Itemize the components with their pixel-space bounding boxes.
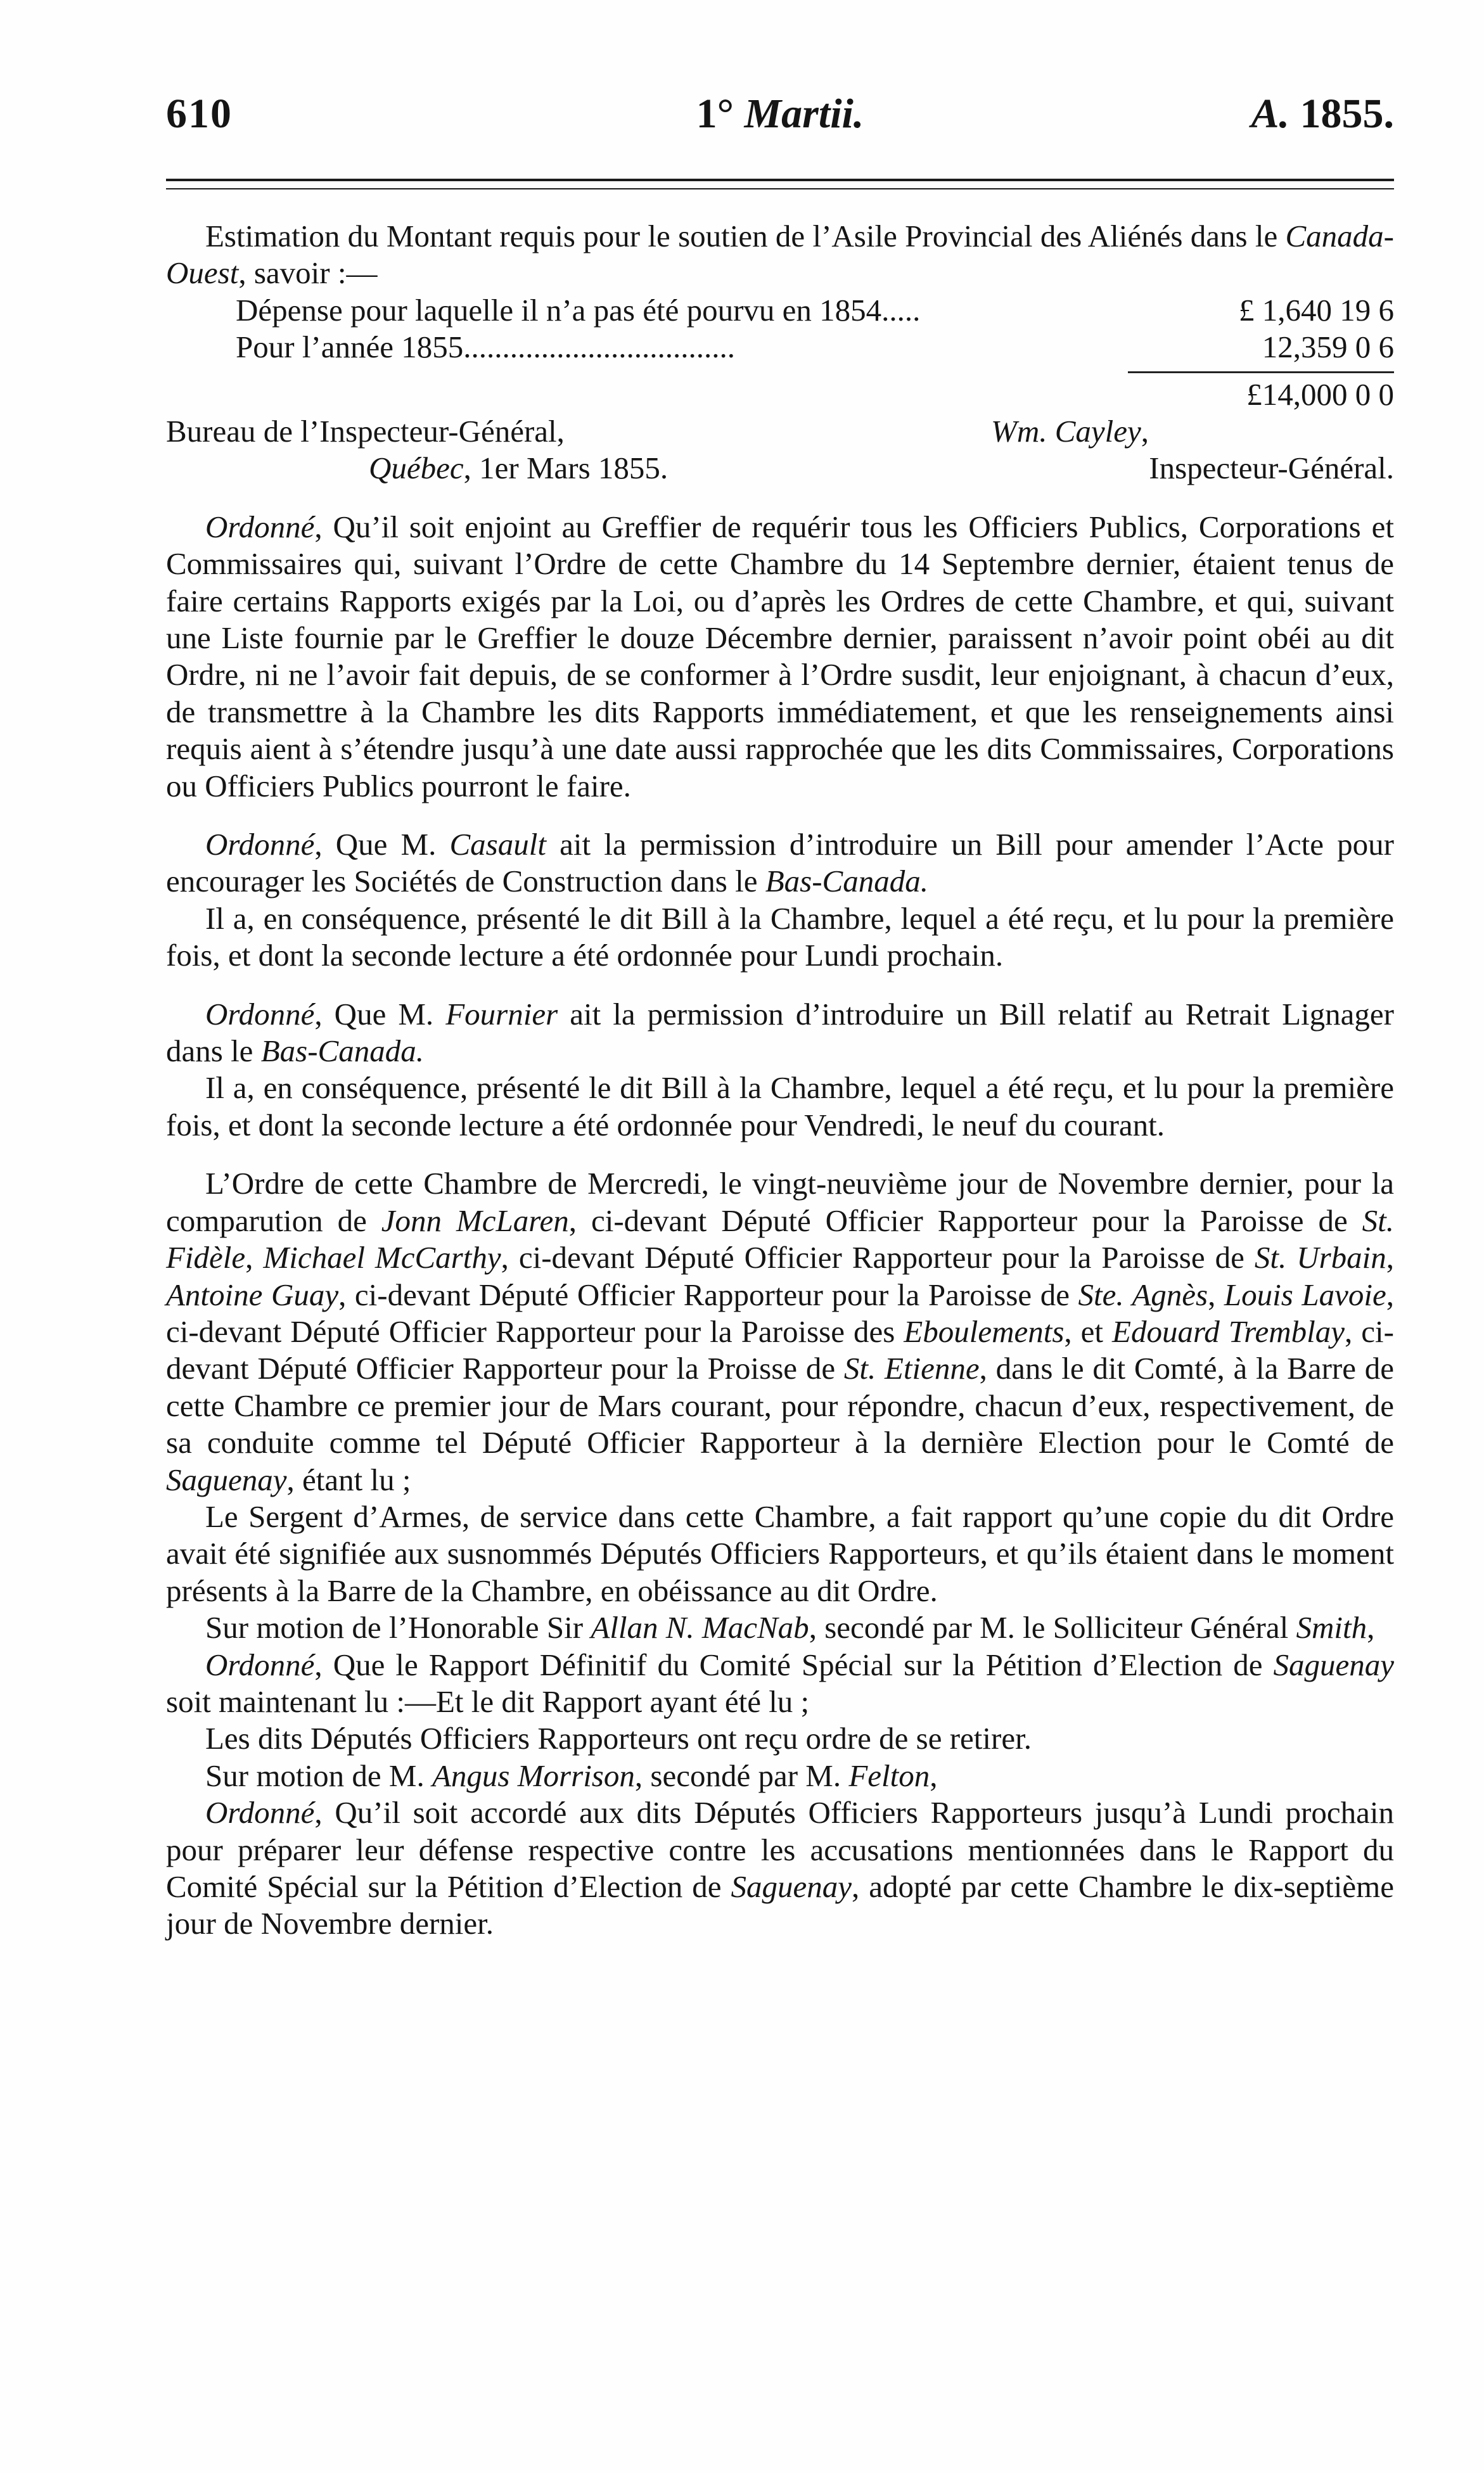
header-date-prefix: 1° (696, 91, 734, 137)
header-year-value: 1855. (1300, 91, 1394, 137)
signature-title: Inspecteur-Général. (1149, 451, 1394, 486)
estimate-row (166, 329, 1394, 366)
header-date-word: Martii. (744, 91, 864, 137)
paragraph-sergent-report: Le Sergent d’Armes, de service dans cette Chambre, a fait rapport qu’une copie du dit Ordre avait été signifiée aux susnommés Députés Officiers Rapporteurs, et qu’ils étaient dans le moment présents à la Barre de la Chambre, en obéissance au dit Ordre. (166, 1498, 1394, 1608)
header-year (1251, 90, 1394, 138)
estimate-intro: Estimation du Montant requis pour le soutien de l’Asile Provincial des Aliénés dans le Canada-Ouest, savoir :— (166, 219, 1394, 291)
total-rule (166, 366, 1394, 376)
estimate-total (166, 376, 1394, 413)
estimate-row-amount: £ 1,640 19 6 (1239, 292, 1394, 328)
paragraph-withdraw: Les dits Députés Officiers Rapporteurs ont reçu ordre de se retirer. (205, 1721, 1032, 1756)
paragraph-bill-fournier-presented: Il a, en conséquence, présenté le dit Bill à la Chambre, lequel a été reçu, et lu pour la première fois, et dont la seconde lecture a été ordonnée pour Vendredi, le neuf du courant. (166, 1070, 1394, 1142)
paragraph-order-fournier: Ordonné, Que M. Fournier ait la permission d’introduire un Bill relatif au Retrait Lignager dans le Bas-Canada. (166, 996, 1394, 1069)
estimate-row-label: Pour l’année 1855................................... (236, 329, 735, 365)
header-rule-thin (166, 188, 1394, 189)
body-text (166, 218, 1394, 1943)
estimate-row (166, 292, 1394, 329)
signature-name: Wm. Cayley, (991, 413, 1149, 449)
paragraph-bill-casault-presented: Il a, en conséquence, présenté le dit Bill à la Chambre, lequel a été reçu, et lu pour la première fois, et dont la seconde lecture a été ordonnée pour Lundi prochain. (166, 900, 1394, 973)
estimate-row-label: Dépense pour laquelle il n’a pas été pourvu en 1854..... (236, 292, 921, 328)
page-header (166, 90, 1394, 147)
header-year-prefix: A. (1251, 91, 1289, 137)
estimate-total-amount: £14,000 0 0 (1246, 376, 1394, 412)
paragraph-order-defense: Ordonné, Qu’il soit accordé aux dits Députés Officiers Rapporteurs jusqu’à Lundi prochain pour préparer leur défense respective contre les accusations mentionnées dans le Rapport du Comité Spécial sur la Pétition d’Election de Saguenay, adopté par cette Chambre le dix-septième jour de Novembre dernier. (166, 1795, 1394, 1941)
paragraph-order-saguenay: L’Ordre de cette Chambre de Mercredi, le vingt-neuvième jour de Novembre dernier, pour la comparution de Jonn McLaren, ci-devant Député Officier Rapporteur pour la Paroisse de St. Fidèle, Michael McCarthy, ci-devant Député Officier Rapporteur pour la Paroisse de St. Urbain, Antoine Guay, ci-devant Député Officier Rapporteur pour la Paroisse de Ste. Agnès, Louis Lavoie, ci-devant Député Officier Rapporteur pour la Paroisse des Eboulements, et Edouard Tremblay, ci-devant Député Officier Rapporteur pour la Proisse de St. Etienne, dans le dit Comté, à la Barre de cette Chambre ce premier jour de Mars courant, pour répondre, chacun d’eux, respectivement, de sa conduite comme tel Député Officier Rapporteur à la dernière Election pour le Comté de Saguenay, étant lu ; (166, 1166, 1395, 1497)
estimate-row-amount: 12,359 0 6 (1262, 329, 1394, 365)
signature-block (166, 413, 1394, 487)
paragraph-order-casault: Ordonné, Que M. Casault ait la permission d’introduire un Bill pour amender l’Acte pour encourager les Sociétés de Construction dans le Bas-Canada. (166, 827, 1394, 899)
signature-office: Bureau de l’Inspecteur-Général, (166, 413, 565, 449)
header-rule-thick (166, 179, 1394, 181)
signature-place-date: Québec, 1er Mars 1855. (369, 451, 668, 486)
paragraph-order-report-read: Ordonné, Que le Rapport Définitif du Comité Spécial sur la Pétition d’Election de Saguenay soit maintenant lu :—Et le dit Rapport ayant été lu ; (166, 1647, 1394, 1719)
page-number: 610 (166, 91, 233, 137)
paragraph-order-reports: Ordonné, Qu’il soit enjoint au Greffier de requérir tous les Officiers Publics, Corporations et Commissaires qui, suivant l’Ordre de cette Chambre du 14 Septembre dernier, étaient tenus de faire certains Rapports exigés par la Loi, ou d’après les Ordres de cette Chambre, et qui, suivant une Liste fournie par le Greffier le douze Décembre dernier, paraissent n’avoir point obéi au dit Ordre, ni ne l’avoir fait depuis, de se conformer à l’Ordre susdit, leur enjoignant, à chacun d’eux, de transmettre à la Chambre les dits Rapports immédiatement, et que les renseignements ainsi requis aient à s’étendre jusqu’à une date aussi rapprochée que les dits Commissaires, Corporations ou Officiers Publics pourront le faire. (166, 509, 1394, 803)
paragraph-motion-macnab: Sur motion de l’Honorable Sir Allan N. MacNab, secondé par M. le Solliciteur Général Smith, (205, 1610, 1375, 1645)
paragraph-motion-morrison: Sur motion de M. Angus Morrison, secondé par M. Felton, (205, 1758, 938, 1793)
header-date (166, 90, 1394, 138)
